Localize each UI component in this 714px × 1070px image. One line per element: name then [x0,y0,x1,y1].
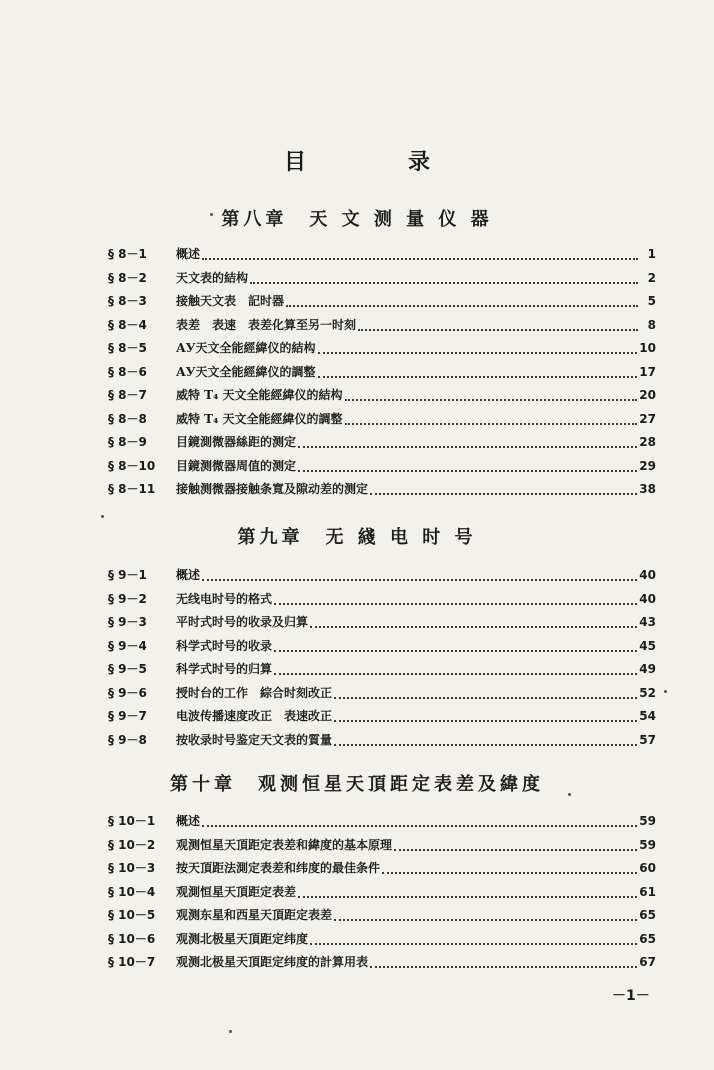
section-title: 科学式时号的收录 [176,638,273,653]
toc-entry [108,361,656,385]
section-title: 表差 表速 表差化算至另一时刻 [176,317,357,332]
section-title: 无线电时号的格式 [176,591,273,606]
print-speck [568,793,571,796]
section-number: § 8－7 [108,388,147,402]
section-title: 威特 T₄ 天文全能經緯仪的結构 [176,388,343,402]
section-title: 目鏡测微器周值的测定 [176,458,297,473]
section-title: 科学式时号的归算 [176,662,273,676]
dot-leader [358,328,638,331]
page-reference: 65 [639,931,656,946]
section-title: 目鏡測微器絲距的测定 [176,435,297,449]
page-reference: 10 [639,341,656,355]
toc-entry [108,290,656,314]
dot-leader [202,257,638,260]
section-title: 观测北极星天頂距定纬度的計算用表 [176,955,369,969]
section-number: § 8－9 [108,435,147,449]
dot-leader [202,578,637,581]
chapter-10-title: 第十章 观测恒星天頂距定表差及緯度 [170,774,544,795]
toc-entry [108,834,656,858]
page-reference: 29 [639,458,656,473]
toc-entry [108,705,656,729]
page-reference: 28 [639,435,656,449]
toc-entry [108,314,656,338]
page-reference: 40 [639,591,656,606]
section-title: 观测东星和西星天頂距定表差 [176,908,333,922]
section-number: § 9－6 [108,685,147,700]
dot-leader [334,918,637,921]
toc-entry [108,951,656,975]
chapter-8-title: 第八章 天 文 测 量 仪 器 [221,209,493,230]
dot-leader [202,824,637,827]
dot-leader [345,422,638,425]
toc-entry [108,658,656,682]
toc-entry [108,431,656,455]
chapter-9-toc-list [108,564,656,752]
section-title: 概述 [176,247,201,261]
page-title: 目 录 [283,149,470,175]
section-title: АУ天文全能經緯仪的結构 [176,341,316,355]
section-title: 接触测微器接触条寬及隙动差的测定 [176,482,369,496]
section-number: § 9－3 [108,615,147,629]
page-reference: 49 [639,662,656,676]
print-speck [664,690,667,693]
section-number: § 8－10 [108,458,156,473]
section-title: 观測恒星天頂距定表差 [176,884,297,899]
toc-entry [108,337,656,361]
dot-leader [310,942,637,945]
section-number: § 10－4 [108,884,156,899]
dot-leader [370,965,637,968]
section-number: § 10－6 [108,931,156,946]
toc-entry [108,564,656,588]
print-speck [210,213,213,216]
dot-leader [274,649,637,652]
page-reference: 38 [639,482,656,496]
toc-entry [108,682,656,706]
toc-entry [108,455,656,479]
section-title: 按天頂距法測定表差和纬度的最佳条件 [176,861,381,875]
page-reference: 60 [639,861,656,875]
toc-entry [108,588,656,612]
dot-leader [382,871,637,874]
section-number: § 10－7 [108,955,156,969]
page-reference: 54 [639,709,656,723]
print-speck [229,1030,232,1033]
page-reference: 67 [639,955,656,969]
section-number: § 8－3 [108,294,147,308]
section-number: § 9－7 [108,709,147,723]
section-number: § 8－6 [108,364,147,379]
dot-leader [345,398,638,401]
page-reference: 1 [647,247,656,261]
print-speck [101,515,104,518]
toc-entry [108,857,656,881]
toc-entry [108,881,656,905]
section-number: § 8－5 [108,341,147,355]
section-number: § 10－5 [108,908,156,922]
page-reference: 61 [639,884,656,899]
page-reference: 40 [639,568,656,582]
dot-leader [310,625,637,628]
toc-entry [108,267,656,291]
chapter-10-toc-list [108,810,656,975]
section-title: 概述 [176,568,201,582]
page-reference: 2 [647,270,656,285]
section-title: 威特 T₄ 天文全能經緯仪的調整 [176,411,343,426]
dot-leader [298,445,637,448]
section-title: 概述 [176,814,201,828]
section-title: 接触天文表 記时器 [176,294,285,308]
section-number: § 8－11 [108,482,156,496]
section-title: 天文表的結构 [176,270,249,285]
page-reference: 27 [639,411,656,426]
section-title: АУ天文全能經緯仪的調整 [176,364,316,379]
dot-leader [298,469,637,472]
section-number: § 10－3 [108,861,156,875]
section-number: § 9－2 [108,591,147,606]
section-title: 平时式时号的收录及归算 [176,615,309,629]
section-title: 按收录时号鉴定天文表的質量 [176,732,333,747]
dot-leader [334,719,637,722]
dot-leader [318,375,638,378]
section-title: 观测恒星天頂距定表差和緯度的基本原理 [176,837,393,852]
page-reference: 17 [639,364,656,379]
dot-leader [286,304,638,307]
section-title: 授时台的工作 綜合时刻改正 [176,685,333,700]
toc-entry [108,611,656,635]
page-reference: 57 [639,732,656,747]
toc-entry [108,928,656,952]
chapter-9-title: 第九章 无 綫 电 时 号 [237,527,477,548]
section-number: § 9－4 [108,638,147,653]
section-title: 电波传播速度改正 表速改正 [176,709,333,723]
section-number: § 8－4 [108,317,147,332]
section-number: § 10－1 [108,814,156,828]
toc-entry [108,635,656,659]
chapter-8-toc-list [108,243,656,502]
dot-leader [274,672,637,675]
dot-leader [318,351,638,354]
page-reference: 8 [647,317,656,332]
page-reference: 65 [639,908,656,922]
dot-leader [274,602,637,605]
toc-entry [108,904,656,928]
dot-leader [370,492,637,495]
page-reference: 43 [639,615,656,629]
section-number: § 8－2 [108,270,147,285]
page-number: －1－ [612,988,650,1004]
dot-leader [298,895,637,898]
section-number: § 8－1 [108,247,147,261]
section-title: 观测北极星天頂距定纬度 [176,931,309,946]
toc-entry [108,478,656,502]
section-number: § 9－1 [108,568,147,582]
dot-leader [334,696,637,699]
section-number: § 9－8 [108,732,147,747]
dot-leader [334,743,637,746]
toc-entry [108,243,656,267]
page-reference: 45 [639,638,656,653]
section-number: § 9－5 [108,662,147,676]
toc-entry [108,729,656,753]
dot-leader [250,281,638,284]
section-number: § 10－2 [108,837,156,852]
page-reference: 52 [639,685,656,700]
section-number: § 8－8 [108,411,147,426]
page-reference: 20 [639,388,656,402]
dot-leader [394,848,637,851]
toc-entry [108,810,656,834]
toc-entry [108,384,656,408]
page-reference: 59 [639,814,656,828]
toc-entry [108,408,656,432]
page-reference: 59 [639,837,656,852]
page-reference: 5 [647,294,656,308]
